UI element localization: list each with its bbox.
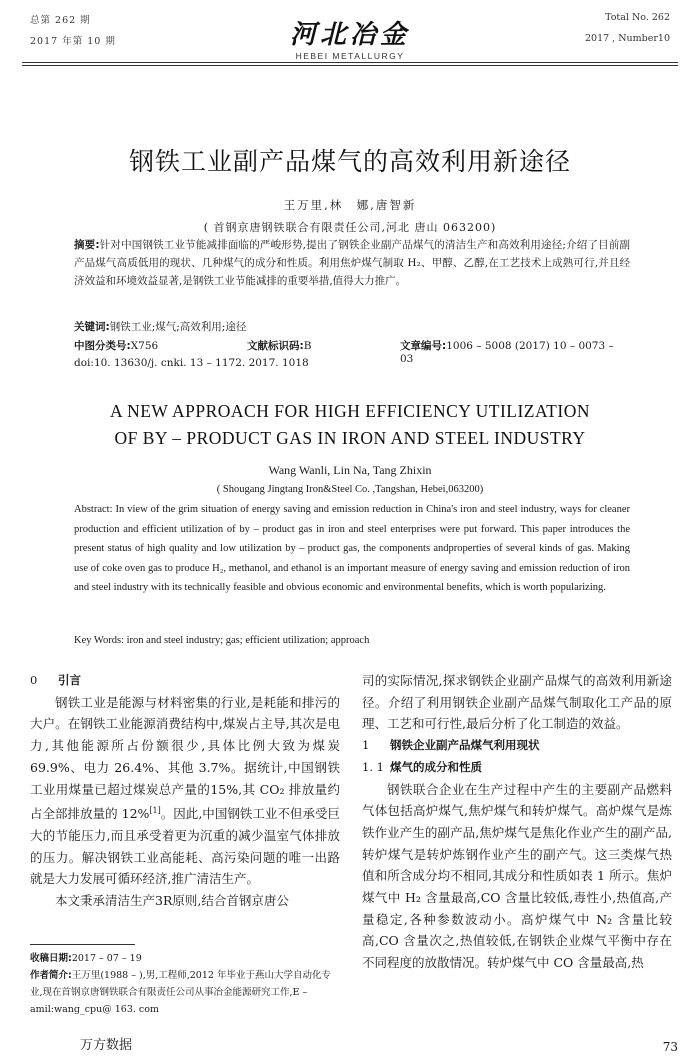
abstract-en — [74, 500, 630, 598]
page-number: 73 — [662, 1040, 678, 1054]
keywords-en-text: iron and steel industry; gas; efficient utilization; approach — [126, 635, 370, 646]
footnote-rule — [30, 944, 135, 945]
article-no-value: 1006 – 5008 (2017) 10 – 0073 – 03 — [400, 340, 614, 365]
abstract-en-label: Abstract: — [74, 504, 113, 515]
body-paragraph: 钢铁工业是能源与材料密集的行业,是耗能和排污的大户。在钢铁工业能源消费结构中,煤炭占主导,其次是电力,其他能源所占份额很少,具体比例大致为煤炭 69.9%、电力 26.4%、其他 3.7%。据统计,中国钢铁工业用煤量已超过煤炭总产量的15%,其 CO₂ 排放量约占全部排放量的 12%[1]。因此,中国钢铁工业不但承受巨大的节能压力,而且承受着更为沉重的减少温室气体排放的压力。解决钢铁工业高能耗、高污染问题的唯一出路就是大力发展可循环经济,推广清洁生产。 — [30, 694, 340, 887]
authors-cn: 王万里,林 娜,唐智新 — [283, 198, 417, 212]
affiliation-en: ( Shougang Jingtang Iron&Steel Co. ,Tangshan, Hebei,063200) — [216, 484, 484, 495]
article-no-label: 文章编号: — [400, 340, 447, 352]
doc-code-value: B — [303, 340, 312, 352]
watermark-text: 万方数据 — [80, 1038, 133, 1053]
abstract-cn — [74, 236, 630, 290]
paper-title-en-line1: A NEW APPROACH FOR HIGH EFFICIENCY UTILIZATION — [110, 401, 590, 421]
section-heading: 0 引言 — [30, 673, 81, 687]
footnote — [30, 950, 340, 1018]
left-column — [30, 670, 340, 912]
header-year-issue-cn: 2017 年第 10 期 — [30, 36, 116, 47]
header-year-issue-en: 2017 , Number10 — [584, 33, 670, 44]
keywords-cn-label: 关键词: — [74, 321, 110, 333]
keywords-en-label: Key Words: — [74, 635, 124, 646]
header-total-cn: 总第 262 期 — [30, 15, 91, 26]
citation-ref: [1] — [149, 806, 161, 816]
clc-value: X756 — [130, 340, 159, 352]
header-rule — [22, 62, 678, 63]
paper-title-cn: 钢铁工业副产品煤气的高效利用新途径 — [128, 147, 571, 176]
keywords-cn-text: 钢铁工业;煤气;高效利用;途径 — [109, 321, 247, 333]
received-label: 收稿日期: — [30, 953, 72, 964]
authors-en: Wang Wanli, Lin Na, Tang Zhixin — [268, 463, 432, 477]
author-bio: 王万里(1988 – ),男,工程师,2012 年毕业于燕山大学自动化专业,现在首钢京唐钢铁联合有限责任公司从事冶金能源研究工作,E – amil:wang_cpu@ 163. com — [30, 970, 331, 1015]
doi: doi:10. 13630/j. cnki. 13 – 1172. 2017. 1018 — [74, 357, 309, 369]
header-total-en: Total No. 262 — [605, 12, 670, 23]
author-bio-label: 作者简介: — [30, 970, 72, 981]
abstract-en-text: In view of the grim situation of energy saving and emission reduction in China's iron and steel industry, ways for cleaner production and efficient utilization of by – product gas in iron and steel enterprises were put forward. This paper introduces the present status of high quality and low utilization by – product gas, the components andproperties of several kinds of gas. Making use of coke oven gas to produce H₂, methanol, and ethanol is an important measure of energy saving and emission reduction of iron and steel industry with its technically feasible and obvious economic and environmental benefits, which is worth popularizing. — [74, 504, 631, 593]
section-heading: 1 钢铁企业副产品煤气利用现状 — [362, 738, 540, 753]
keywords-en — [74, 631, 630, 651]
right-column — [362, 670, 672, 974]
abstract-cn-label: 摘要: — [74, 239, 100, 251]
journal-logo-cn: 河北冶金 — [289, 20, 410, 50]
affiliation-cn: ( 首钢京唐钢铁联合有限责任公司,河北 唐山 063200) — [203, 221, 497, 234]
keywords-cn — [74, 318, 630, 336]
clc-label: 中图分类号: — [74, 340, 131, 352]
doc-code-label: 文献标识码: — [247, 340, 304, 352]
subsection-heading: 1. 1 煤气的成分和性质 — [362, 759, 482, 774]
received-date: 2017 – 07 – 19 — [71, 953, 142, 964]
body-paragraph: 本文秉承清洁生产3R原则,结合首钢京唐公 — [55, 893, 289, 909]
header-rule-2 — [22, 65, 678, 66]
journal-name-en: HEBEI METALLURGY — [295, 51, 405, 61]
body-paragraph: 司的实际情况,探求钢铁企业副产品煤气的高效利用新途径。介绍了利用钢铁企业副产品煤气制取化工产品的原理、工艺和可行性,最后分析了化工制造的效益。 — [362, 673, 672, 732]
abstract-cn-text: 针对中国钢铁工业节能减排面临的严峻形势,提出了钢铁企业副产品煤气的清洁生产和高效利用途径;介绍了目前副产品煤气高质低用的现状、几种煤气的成分和性质。利用焦炉煤气制取 H₂、甲醇、乙醇,在工艺技术上成熟可行,并且经济效益和环境效益显著,是钢铁工业节能减排的重要举措,值得大力推广。 — [74, 239, 631, 287]
paper-title-en-line2: OF BY – PRODUCT GAS IN IRON AND STEEL INDUSTRY — [114, 428, 586, 448]
body-paragraph: 钢铁联合企业在生产过程中产生的主要副产品燃料气体包括高炉煤气,焦炉煤气和转炉煤气。高炉煤气是炼铁作业产生的副产品,焦炉煤气是焦化作业产生的副产品,转炉煤气是转炉炼钢作业产生的副产气。这三类煤气热值和所含成分均不相同,其成分和性质如表 1 所示。焦炉煤气中 H₂ 含量最高,CO 含量比较低,毒性小,热值高,产量稳定,各种参数波动小。高炉煤气中 N₂ 含量比较高,CO 含量次之,热值较低,在钢铁企业煤气平衡中存在不同程度的放散情况。转炉煤气中 CO 含量最高,热 — [362, 781, 672, 971]
